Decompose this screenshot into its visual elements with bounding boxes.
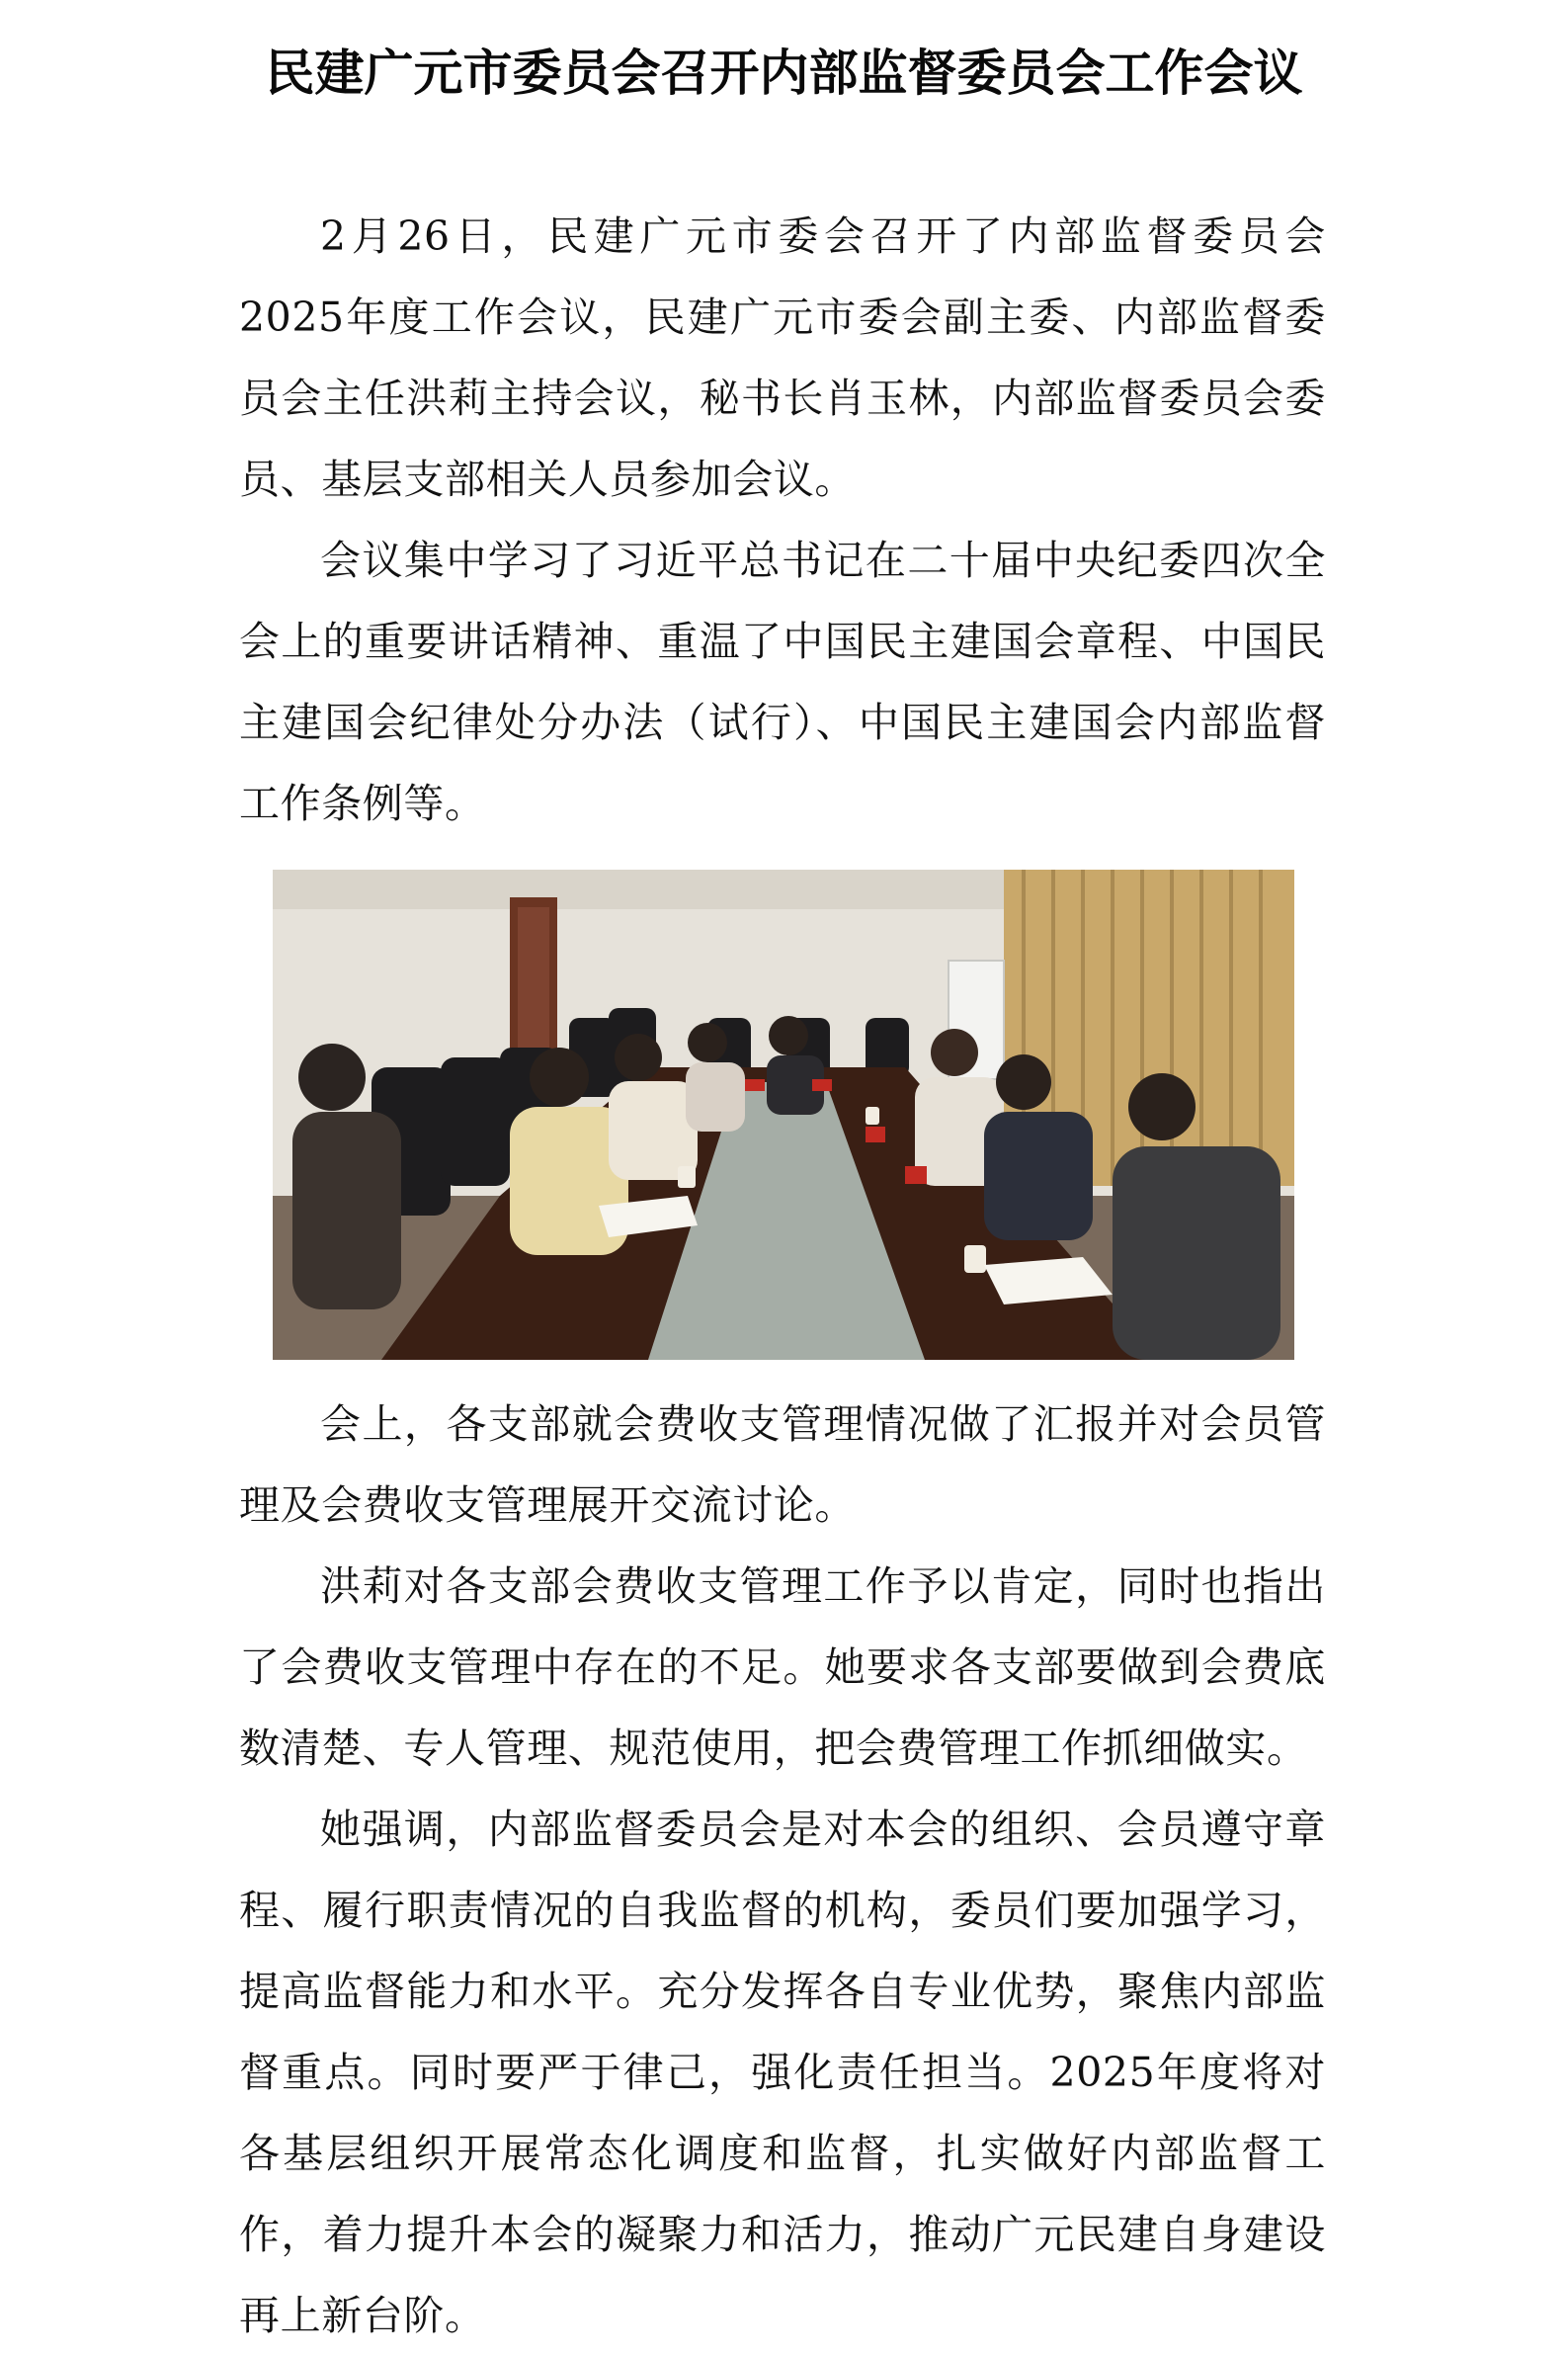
paragraph: 洪莉对各支部会费收支管理工作予以肯定，同时也指出了会费收支管理中存在的不足。她要求各支部要做到会费底数清楚、专人管理、规范使用，把会费管理工作抓细做实。	[239, 1562, 1326, 1772]
meeting-photo	[273, 870, 1294, 1360]
door-panel	[518, 907, 549, 1057]
paragraph: 2月26日，民建广元市委会召开了内部监督委员会2025年度工作会议，民建广元市委会副主委、内部监督委员会主任洪莉主持会议，秘书长肖玉林，内部监督委员会委员、基层支部相关人员参加会议。	[239, 212, 1326, 503]
meeting-photo-illustration	[273, 870, 1294, 1360]
paragraph: 会议集中学习了习近平总书记在二十届中央纪委四次全会上的重要讲话精神、重温了中国民主建国会章程、中国民主建国会纪律处分办法（试行）、中国民主建国会内部监督工作条例等。	[239, 537, 1326, 827]
article-body-top	[239, 196, 1326, 844]
paragraph: 她强调，内部监督委员会是对本会的组织、会员遵守章程、履行职责情况的自我监督的机构，委员们要加强学习，提高监督能力和水平。充分发挥各自专业优势，聚焦内部监督重点。同时要严于律己，强化责任担当。2025年度将对各基层组织开展常态化调度和监督，扎实做好内部监督工作，着力提升本会的凝聚力和活力，推动广元民建自身建设再上新台阶。	[239, 1806, 1326, 2339]
article-body-bottom	[239, 1384, 1326, 2356]
article-title: 民建广元市委员会召开内部监督委员会工作会议	[265, 42, 1303, 102]
paragraph: 会上，各支部就会费收支管理情况做了汇报并对会员管理及会费收支管理展开交流讨论。	[239, 1400, 1326, 1529]
